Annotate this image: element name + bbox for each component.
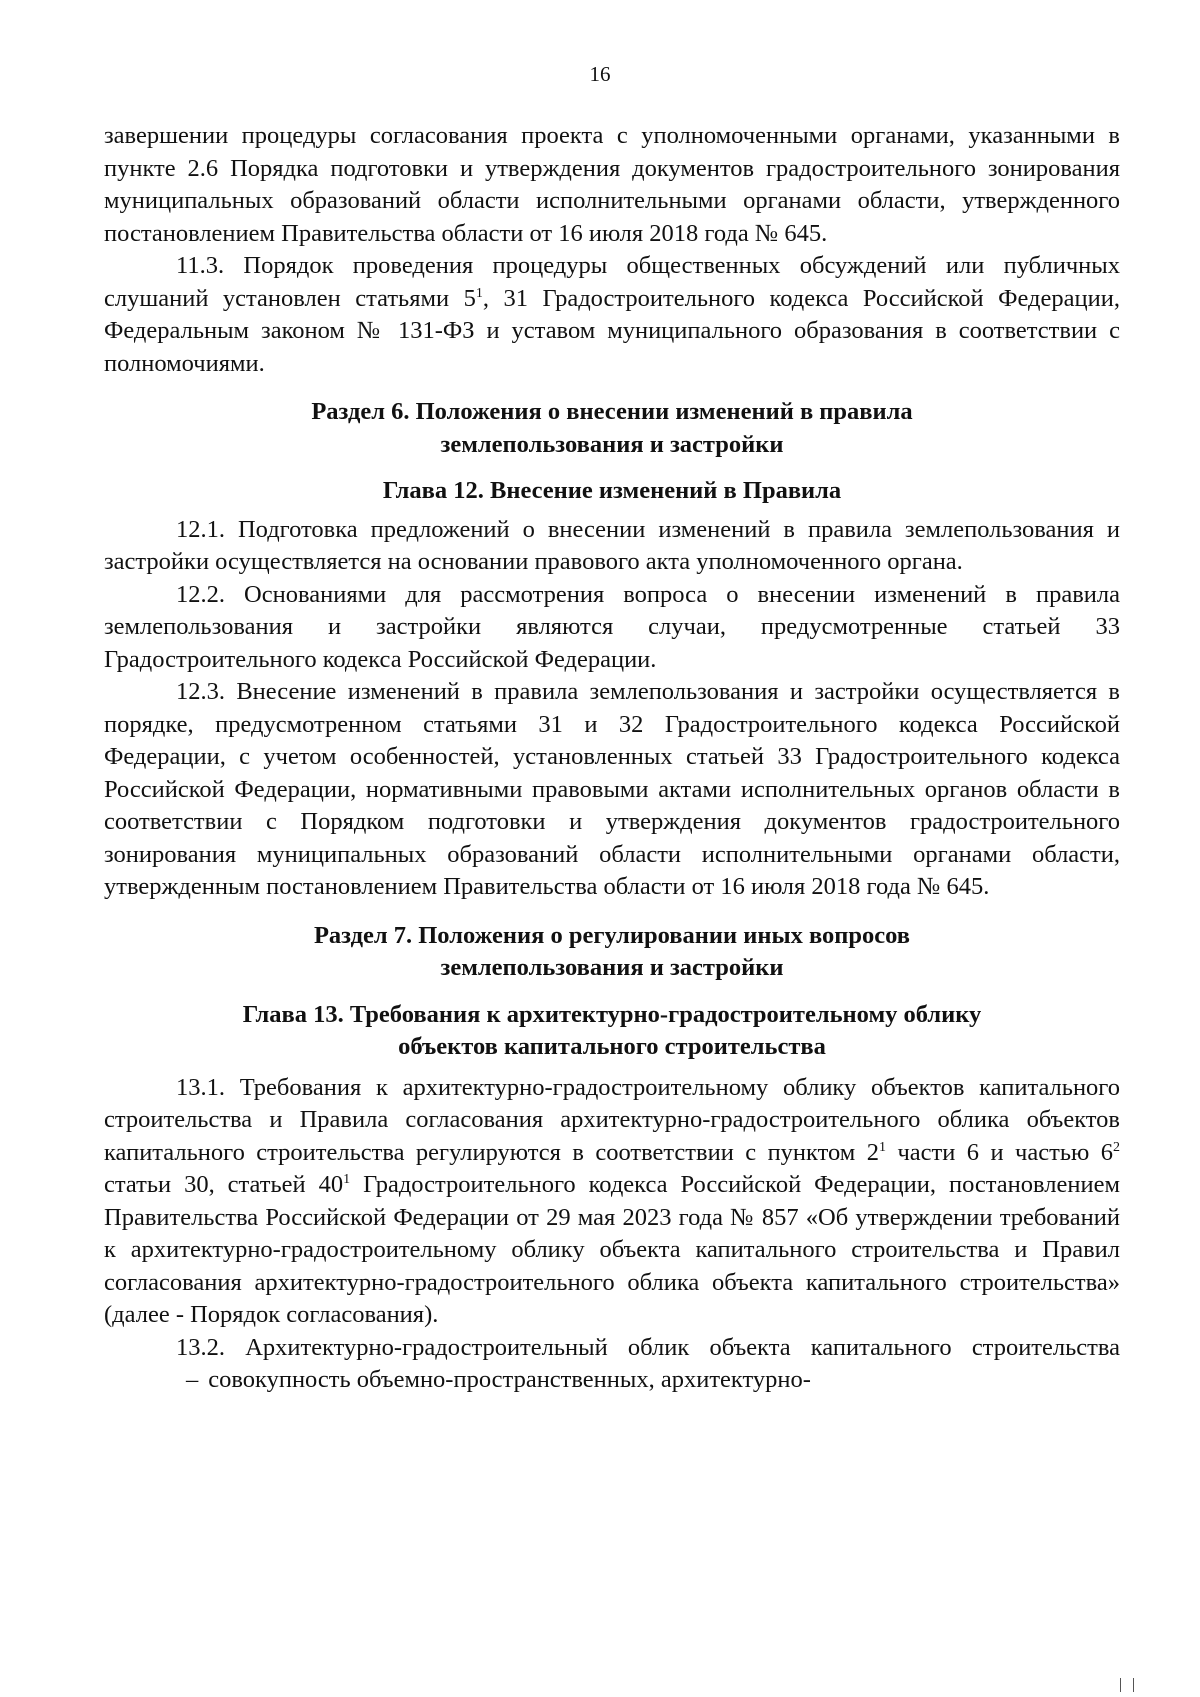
section-6-heading: [104, 396, 1120, 461]
page-number: 16: [589, 62, 611, 86]
paragraph-13-1-superscript-2: 2: [1113, 1139, 1120, 1155]
section-7-heading-line1: Раздел 7. Положения о регулировании иных вопросов: [313, 921, 911, 949]
paragraph-11-3-text-b: , 31 Градостроительного кодекса Российской Федерации, Федеральным законом № 131-ФЗ и уставом муниципального образования в соответствии с полномочиями.: [104, 284, 1120, 377]
paragraph-13-2-text-a: 13.2. Архитектурно-градостроительный облик объекта капитального строительства: [176, 1333, 1120, 1361]
paragraph-13-2-dash: –: [186, 1366, 199, 1393]
paragraph-13-2-text-b: совокупность объемно-пространственных, архитектурно-: [208, 1366, 811, 1393]
chapter-12-heading: Глава 12. Внесение изменений в Правила: [382, 477, 842, 504]
paragraph-13-1-text-a: 13.1. Требования к архитектурно-градостроительному облику объектов капитального строительства и Правила согласования архитектурно-градостроительного облика объектов капитального строительства регулируются в соответствии с пунктом 2: [104, 1073, 1120, 1166]
chapter-13-heading: [104, 999, 1120, 1064]
paragraph-continuation: завершении процедуры согласования проекта с уполномоченными органами, указанными в пункте 2.6 Порядка подготовки и утверждения документов градостроительного зонирования муниципальных образований области исполнительными органами области, утвержденного постановлением Правительства области от 16 июля 2018 года № 645.: [104, 122, 1120, 247]
paragraph-12-2: 12.2. Основаниями для рассмотрения вопроса о внесении изменений в правила землепользования и застройки являются случаи, предусмотренные статьей 33 Градостроительного кодекса Российской Федерации.: [104, 580, 1120, 673]
paragraph-11-3-text-a: 11.3. Порядок проведения процедуры общественных обсуждений или публичных слушаний установлен статьями 5: [104, 252, 1120, 312]
chapter-13-heading-line1: Глава 13. Требования к архитектурно-градостроительному облику: [242, 1000, 982, 1028]
document-body: [104, 120, 1120, 1397]
section-6-heading-line1: Раздел 6. Положения о внесении изменений в правила: [311, 398, 913, 425]
paragraph-13-1-superscript-1: 1: [879, 1139, 886, 1155]
paragraph-13-1-text-d: Градостроительного кодекса Российской Федерации, постановлением Правительства Российской Федерации от 29 мая 2023 года № 857 «Об утверждении требований к архитектурно-градостроительному облику объекта капитального строительства и Правил согласования архитектурно-градостроительного облика объекта капитального строительства» (далее - Порядок согласования).: [104, 1171, 1120, 1328]
paragraph-13-1: [104, 1072, 1120, 1332]
paragraph-11-3: [104, 250, 1120, 380]
section-6-heading-line2: землепользования и застройки: [440, 430, 784, 458]
paragraph-13-1-superscript-3: 1: [343, 1171, 351, 1187]
scan-artifact-mark: [1120, 1678, 1134, 1692]
paragraph-12-3: 12.3. Внесение изменений в правила землепользования и застройки осуществляется в порядке, предусмотренном статьями 31 и 32 Градостроительного кодекса Российской Федерации, с учетом особенностей, установленных статьей 33 Градостроительного кодекса Российской Федерации, нормативными правовыми актами исполнительных органов области в соответствии с Порядком подготовки и утверждения документов градостроительного зонирования муниципальных образований области исполнительными органами области, утвержденным постановлением Правительства области от 16 июля 2018 года № 645.: [104, 678, 1120, 900]
section-7-heading-line2: землепользования и застройки: [440, 954, 784, 981]
paragraph-13-2: [104, 1332, 1120, 1397]
paragraph-12-1: 12.1. Подготовка предложений о внесении изменений в правила землепользования и застройки осуществляется на основании правового акта уполномоченного органа.: [104, 515, 1120, 575]
section-7-heading: [104, 920, 1120, 985]
paragraph-13-1-text-c: статьи 30, статьей 40: [104, 1171, 344, 1198]
paragraph-13-1-text-b: части 6 и частью 6: [886, 1138, 1113, 1166]
paragraph-11-3-superscript: 1: [475, 285, 483, 301]
chapter-13-heading-line2: объектов капитального строительства: [398, 1033, 826, 1060]
